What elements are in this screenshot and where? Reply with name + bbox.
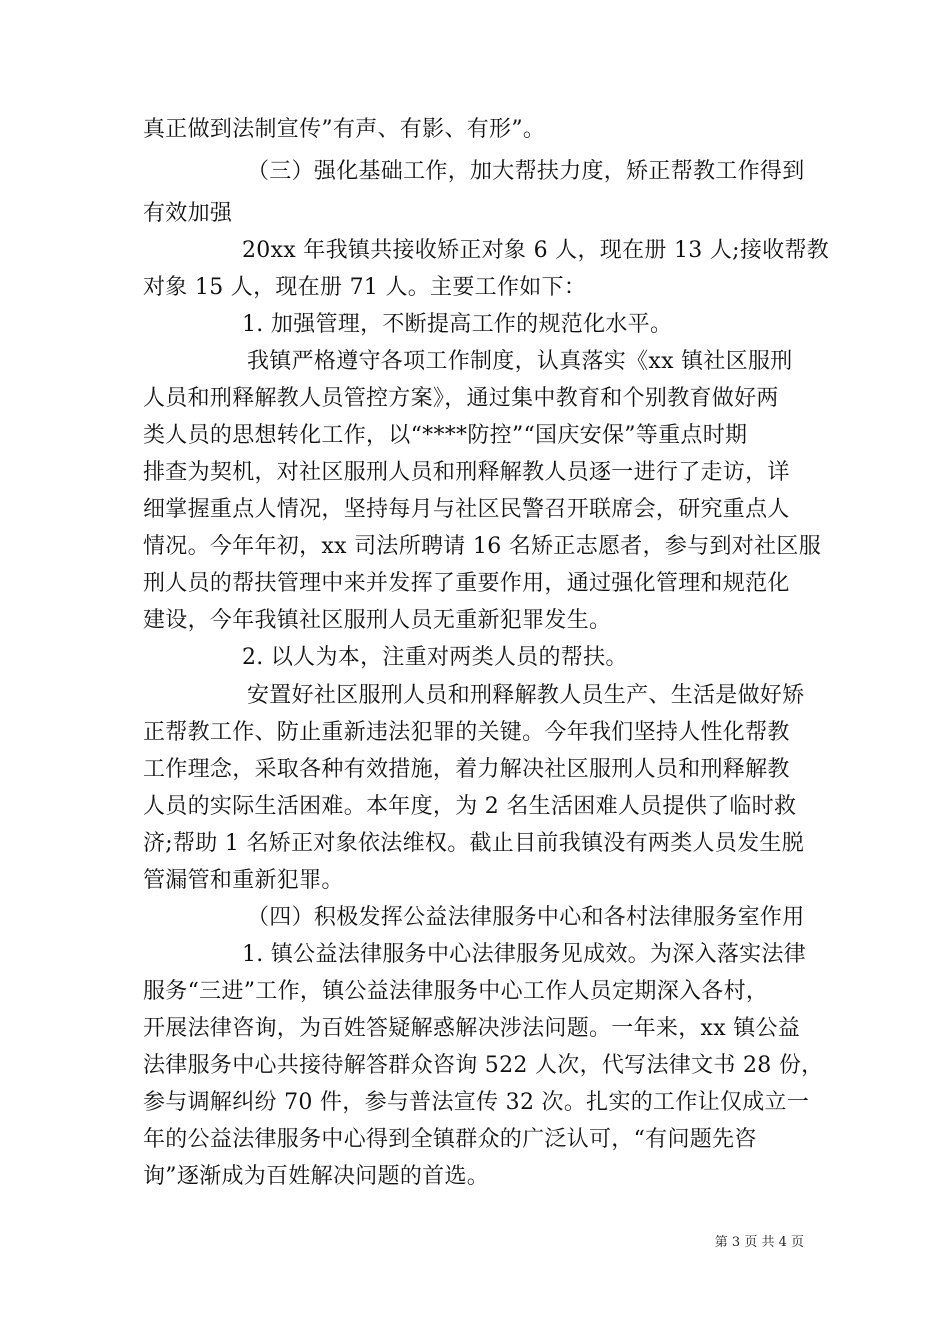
text-line: 20xx 年我镇共接收矫正对象 6 人，现在册 13 人;接收帮教 bbox=[242, 238, 830, 263]
text-line: 情况。今年年初，xx 司法所聘请 16 名矫正志愿者，参与到对社区服 bbox=[143, 534, 821, 559]
subheading: 1. 加强管理，不断提高工作的规范化水平。 bbox=[242, 312, 673, 337]
text-line: 细掌握重点人情况，坚持每月与社区民警召开联席会，研究重点人 bbox=[143, 497, 790, 522]
text-line: 开展法律咨询，为百姓答疑解惑解决涉法问题。一年来，xx 镇公益 bbox=[143, 1016, 801, 1041]
text-line: 建设，今年我镇社区服刑人员无重新犯罪发生。 bbox=[143, 608, 612, 633]
text-line: 我镇严格遵守各项工作制度，认真落实《xx 镇社区服刑 bbox=[247, 349, 793, 374]
section-heading: （三）强化基础工作，加大帮扶力度，矫正帮教工作得到 bbox=[247, 159, 805, 184]
subheading: 2. 以人为本，注重对两类人员的帮扶。 bbox=[242, 645, 628, 670]
text-line: 济;帮助 1 名矫正对象依法维权。截止目前我镇没有两类人员发生脱 bbox=[143, 831, 804, 856]
text-line: 法律服务中心共接待解答群众咨询 522 人次，代写法律文书 28 份， bbox=[143, 1053, 824, 1078]
text-line: 工作理念，采取各种有效措施，着力解决社区服刑人员和刑释解教 bbox=[143, 757, 790, 782]
text-line: 刑人员的帮扶管理中来并发挥了重要作用，通过强化管理和规范化 bbox=[143, 571, 790, 596]
text-line: 人员和刑释解教人员管控方案》，通过集中教育和个别教育做好两 bbox=[143, 386, 779, 411]
text-line: 对象 15 人，现在册 71 人。主要工作如下： bbox=[143, 275, 587, 300]
text-line: 参与调解纠纷 70 件，参与普法宣传 32 次。扎实的工作让仅成立一 bbox=[143, 1090, 810, 1115]
text-line: 类人员的思想转化工作，以“****防控”“国庆安保”等重点时期 bbox=[143, 423, 748, 448]
text-line: 1. 镇公益法律服务中心法律服务见成效。为深入落实法律 bbox=[242, 942, 807, 967]
text-line: 排查为契机，对社区服刑人员和刑释解教人员逐一进行了走访，详 bbox=[143, 460, 790, 485]
text-line: 安置好社区服刑人员和刑释解教人员生产、生活是做好矫 bbox=[247, 683, 805, 708]
text-line: 人员的实际生活困难。本年度，为 2 名生活困难人员提供了临时救 bbox=[143, 794, 797, 819]
text-line: 管漏管和重新犯罪。 bbox=[143, 868, 344, 893]
text-line: 询”逐渐成为百姓解决问题的首选。 bbox=[143, 1164, 490, 1189]
page-number: 第 3 页 共 4 页 bbox=[714, 1235, 804, 1250]
text-line: 服务“三进”工作，镇公益法律服务中心工作人员定期深入各村， bbox=[143, 979, 769, 1004]
text-line: 年的公益法律服务中心得到全镇群众的广泛认可，“有问题先咨 bbox=[143, 1127, 757, 1152]
text-line: 正帮教工作、防止重新违法犯罪的关键。今年我们坚持人性化帮教 bbox=[143, 720, 790, 745]
section-heading-continued: 有效加强 bbox=[143, 201, 233, 226]
text-line: 真正做到法制宣传”有声、有影、有形”。 bbox=[143, 117, 546, 142]
section-heading: （四）积极发挥公益法律服务中心和各村法律服务室作用 bbox=[247, 905, 805, 930]
